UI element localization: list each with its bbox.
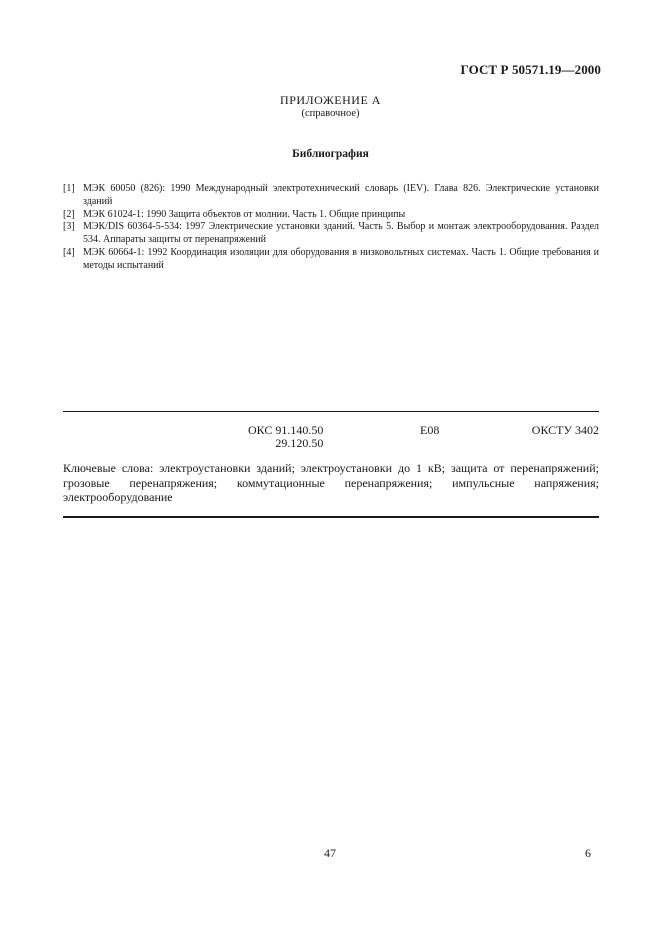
classification-row: [63, 424, 599, 454]
section-page-number: 6: [585, 846, 591, 860]
bibliography-item-text: МЭК 60050 (826): 1990 Международный электротехнический словарь (IEV). Глава 826. Электрические установки зданий: [83, 183, 599, 207]
bibliography-item: [63, 209, 599, 222]
bibliography-item-text: МЭК/DIS 60364-5-534: 1997 Электрические установки зданий. Часть 5. Выбор и монтаж электрооборудования. Раздел 534. Аппараты защиты от перенапряжений: [83, 221, 599, 246]
bibliography-item-number: [4]: [63, 246, 75, 258]
bibliography-item: [63, 183, 599, 209]
bibliography-item-number: [3]: [63, 221, 75, 233]
oks-code-primary: ОКС 91.140.50: [248, 423, 324, 437]
page-number: 47: [324, 846, 336, 860]
appendix-heading: [0, 93, 661, 120]
bibliography-item-text: МЭК 60664-1: 1992 Координация изоляции для оборудования в низковольтных системах. Часть 1. Общие требования и методы испытаний: [83, 246, 599, 271]
oks-code-secondary: 29.120.50: [275, 436, 324, 450]
bibliography-item: [63, 247, 599, 273]
standard-code: ГОСТ Р 50571.19—2000: [460, 62, 601, 77]
okstu-code: ОКСТУ 3402: [531, 423, 599, 437]
appendix-subtitle: (справочное): [301, 108, 360, 119]
group-code: Е08: [420, 423, 440, 437]
oks-codes: [248, 424, 323, 450]
top-divider: [63, 411, 599, 412]
bibliography-heading: Библиография: [292, 148, 369, 160]
keywords-text: Ключевые слова: электроустановки зданий; электроустановки до 1 кВ; защита от перенапряжений; грозовые перенапряжения; коммутационные перенапряжения; импульсные напряжения; электрооборудование: [63, 461, 599, 504]
bibliography-item-text: МЭК 61024-1: 1990 Защита объектов от молнии. Часть 1. Общие принципы: [83, 208, 406, 220]
appendix-title: ПРИЛОЖЕНИЕ А: [280, 93, 381, 107]
bibliography-item-number: [2]: [63, 208, 75, 220]
bibliography-item-number: [1]: [63, 183, 75, 194]
bibliography-item: [63, 221, 599, 247]
bottom-divider: [63, 516, 599, 518]
bibliography-list: [63, 183, 599, 273]
